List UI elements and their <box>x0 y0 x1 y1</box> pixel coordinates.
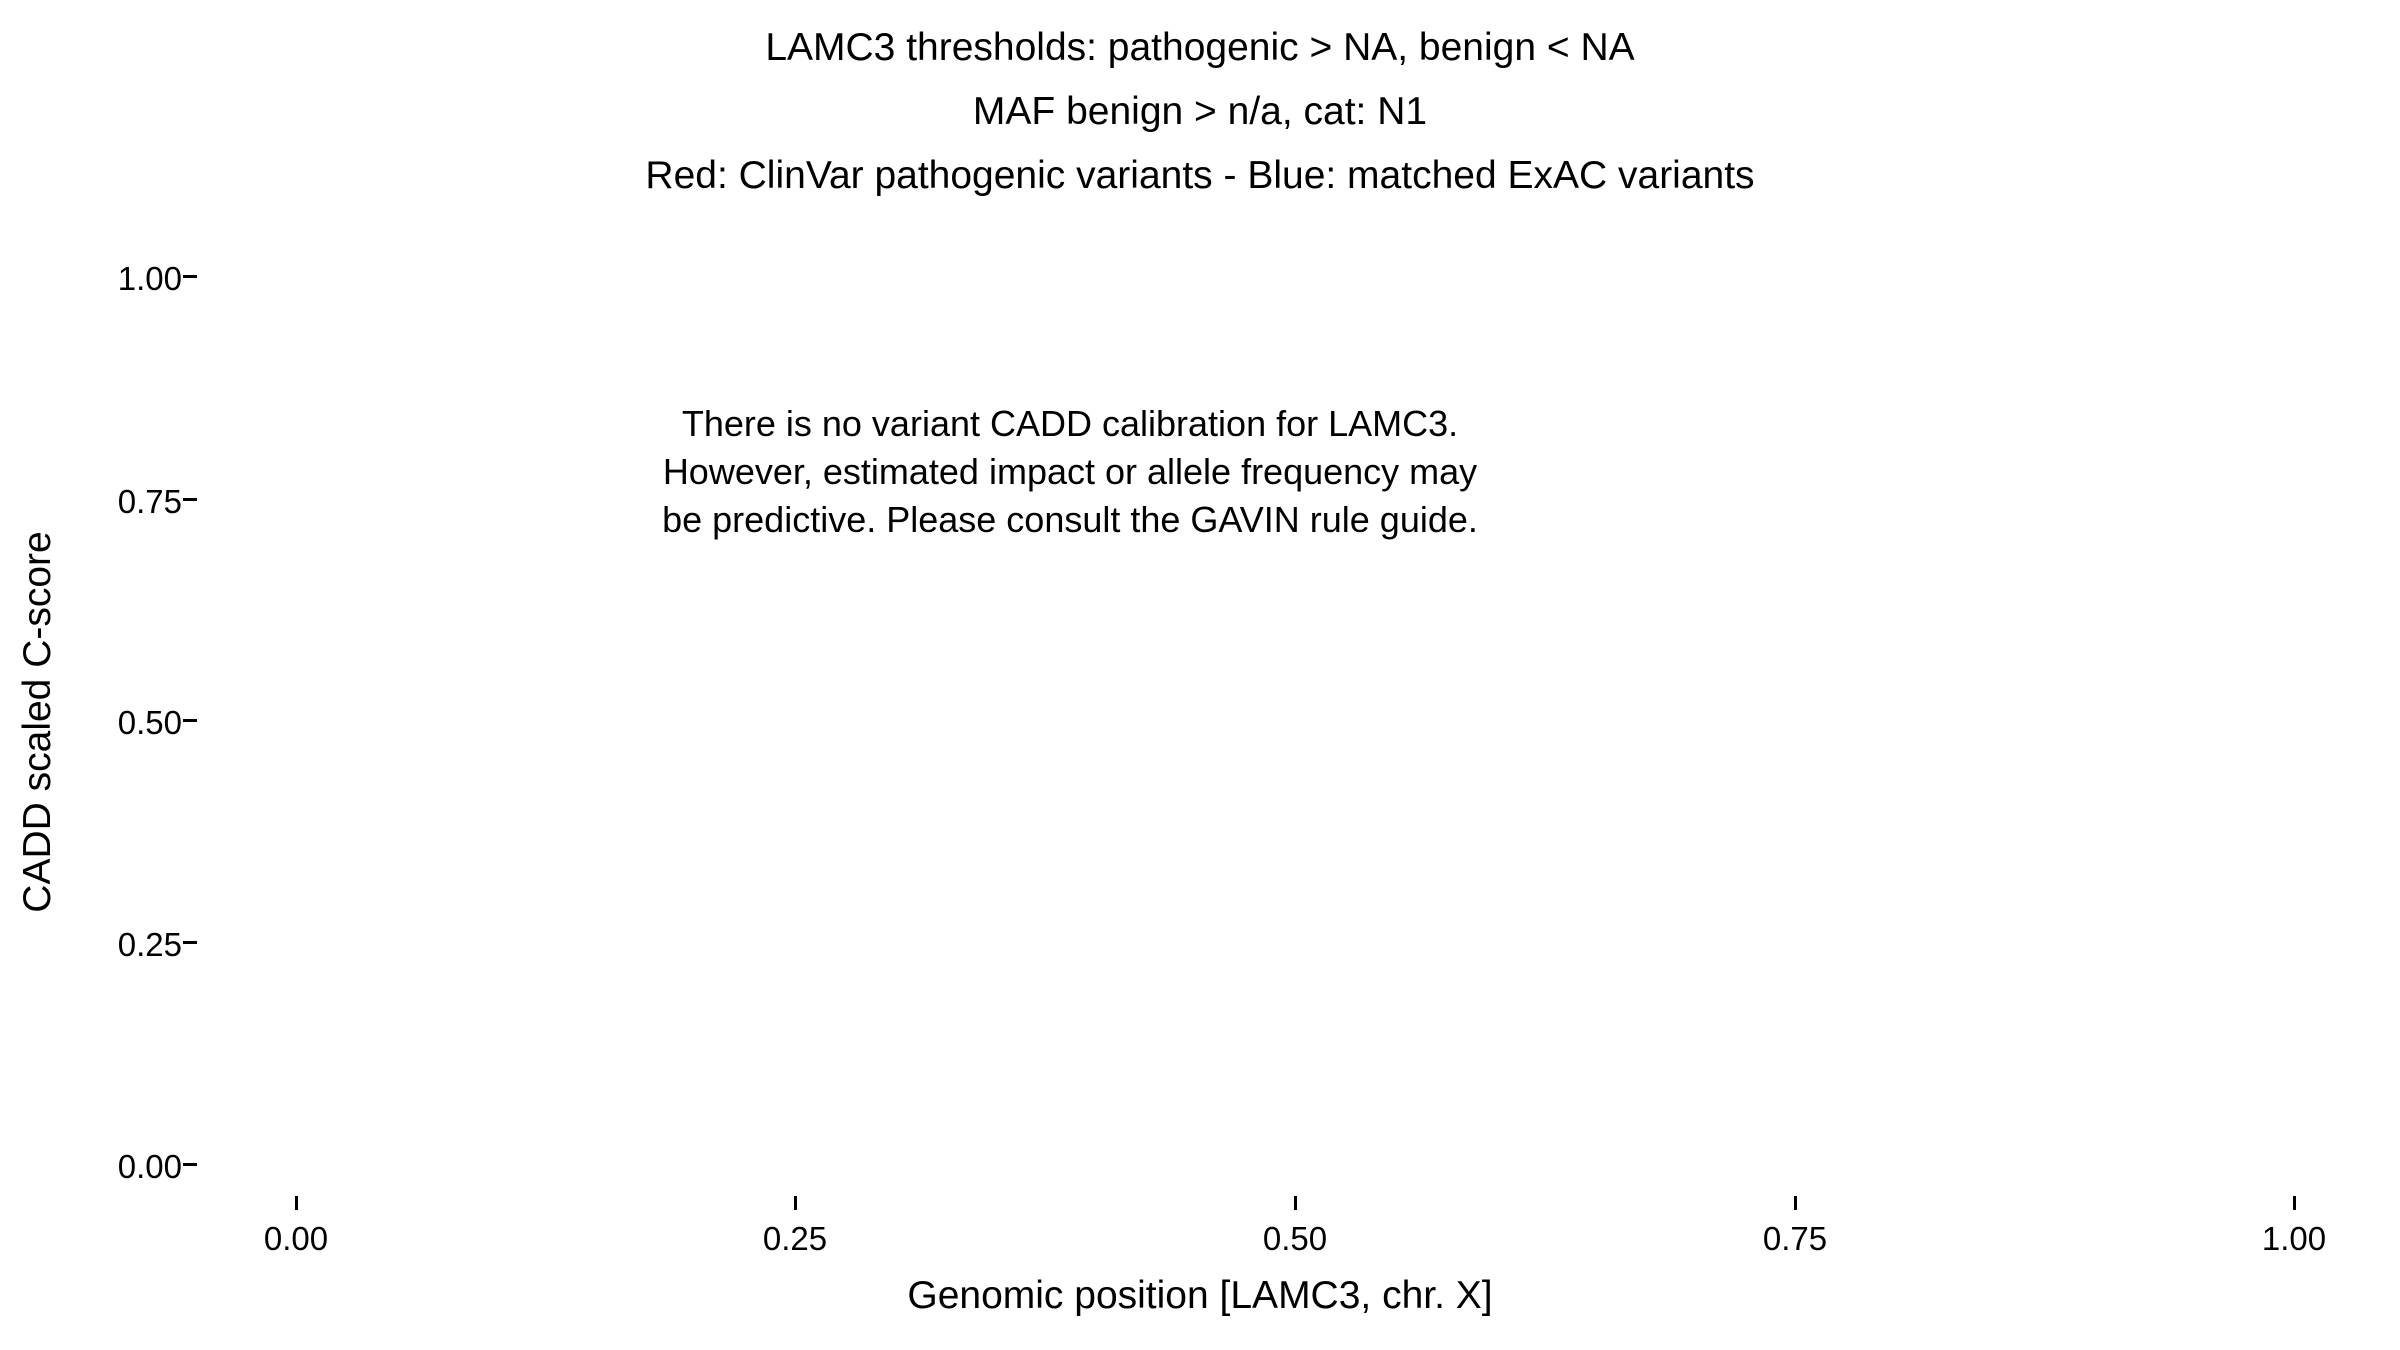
plot-annotation-line-2: However, estimated impact or allele frequency may <box>662 451 1478 492</box>
chart-title-line-2: MAF benign > n/a, cat: N1 <box>972 90 1428 133</box>
x-tick-mark <box>2293 1196 2296 1210</box>
y-tick-mark <box>183 719 197 722</box>
plot-annotation-line-3: be predictive. Please consult the GAVIN rule guide. <box>662 499 1478 540</box>
x-tick-label: 1.00 <box>2261 1220 2327 1257</box>
x-tick-label: 0.00 <box>263 1220 329 1257</box>
y-tick-mark <box>183 275 197 278</box>
x-tick-label: 0.75 <box>1762 1220 1828 1257</box>
y-tick-mark <box>183 1163 197 1166</box>
x-tick-mark <box>1294 1196 1297 1210</box>
x-tick-label: 0.25 <box>762 1220 828 1257</box>
x-axis-title: Genomic position [LAMC3, chr. X] <box>907 1274 1493 1317</box>
y-tick-label: 0.50 <box>117 704 182 741</box>
y-tick-label: 0.75 <box>117 483 182 520</box>
plot-annotation-line-1: There is no variant CADD calibration for LAMC3. <box>681 403 1459 444</box>
x-tick-mark <box>1794 1196 1797 1210</box>
plot-area <box>196 150 2386 1180</box>
x-tick-mark <box>295 1196 298 1210</box>
y-tick-mark <box>183 498 197 501</box>
y-tick-label: 0.00 <box>117 1148 182 1185</box>
y-tick-mark <box>183 941 197 944</box>
chart-title-line-1: LAMC3 thresholds: pathogenic > NA, benign < NA <box>765 26 1635 69</box>
y-tick-label: 0.25 <box>117 926 182 963</box>
y-tick-label: 1.00 <box>117 260 182 297</box>
x-tick-mark <box>794 1196 797 1210</box>
x-tick-label: 0.50 <box>1262 1220 1328 1257</box>
y-axis-title: CADD scaled C-score <box>16 531 59 913</box>
chart-title-line-3: Red: ClinVar pathogenic variants - Blue: matched ExAC variants <box>645 154 1755 197</box>
